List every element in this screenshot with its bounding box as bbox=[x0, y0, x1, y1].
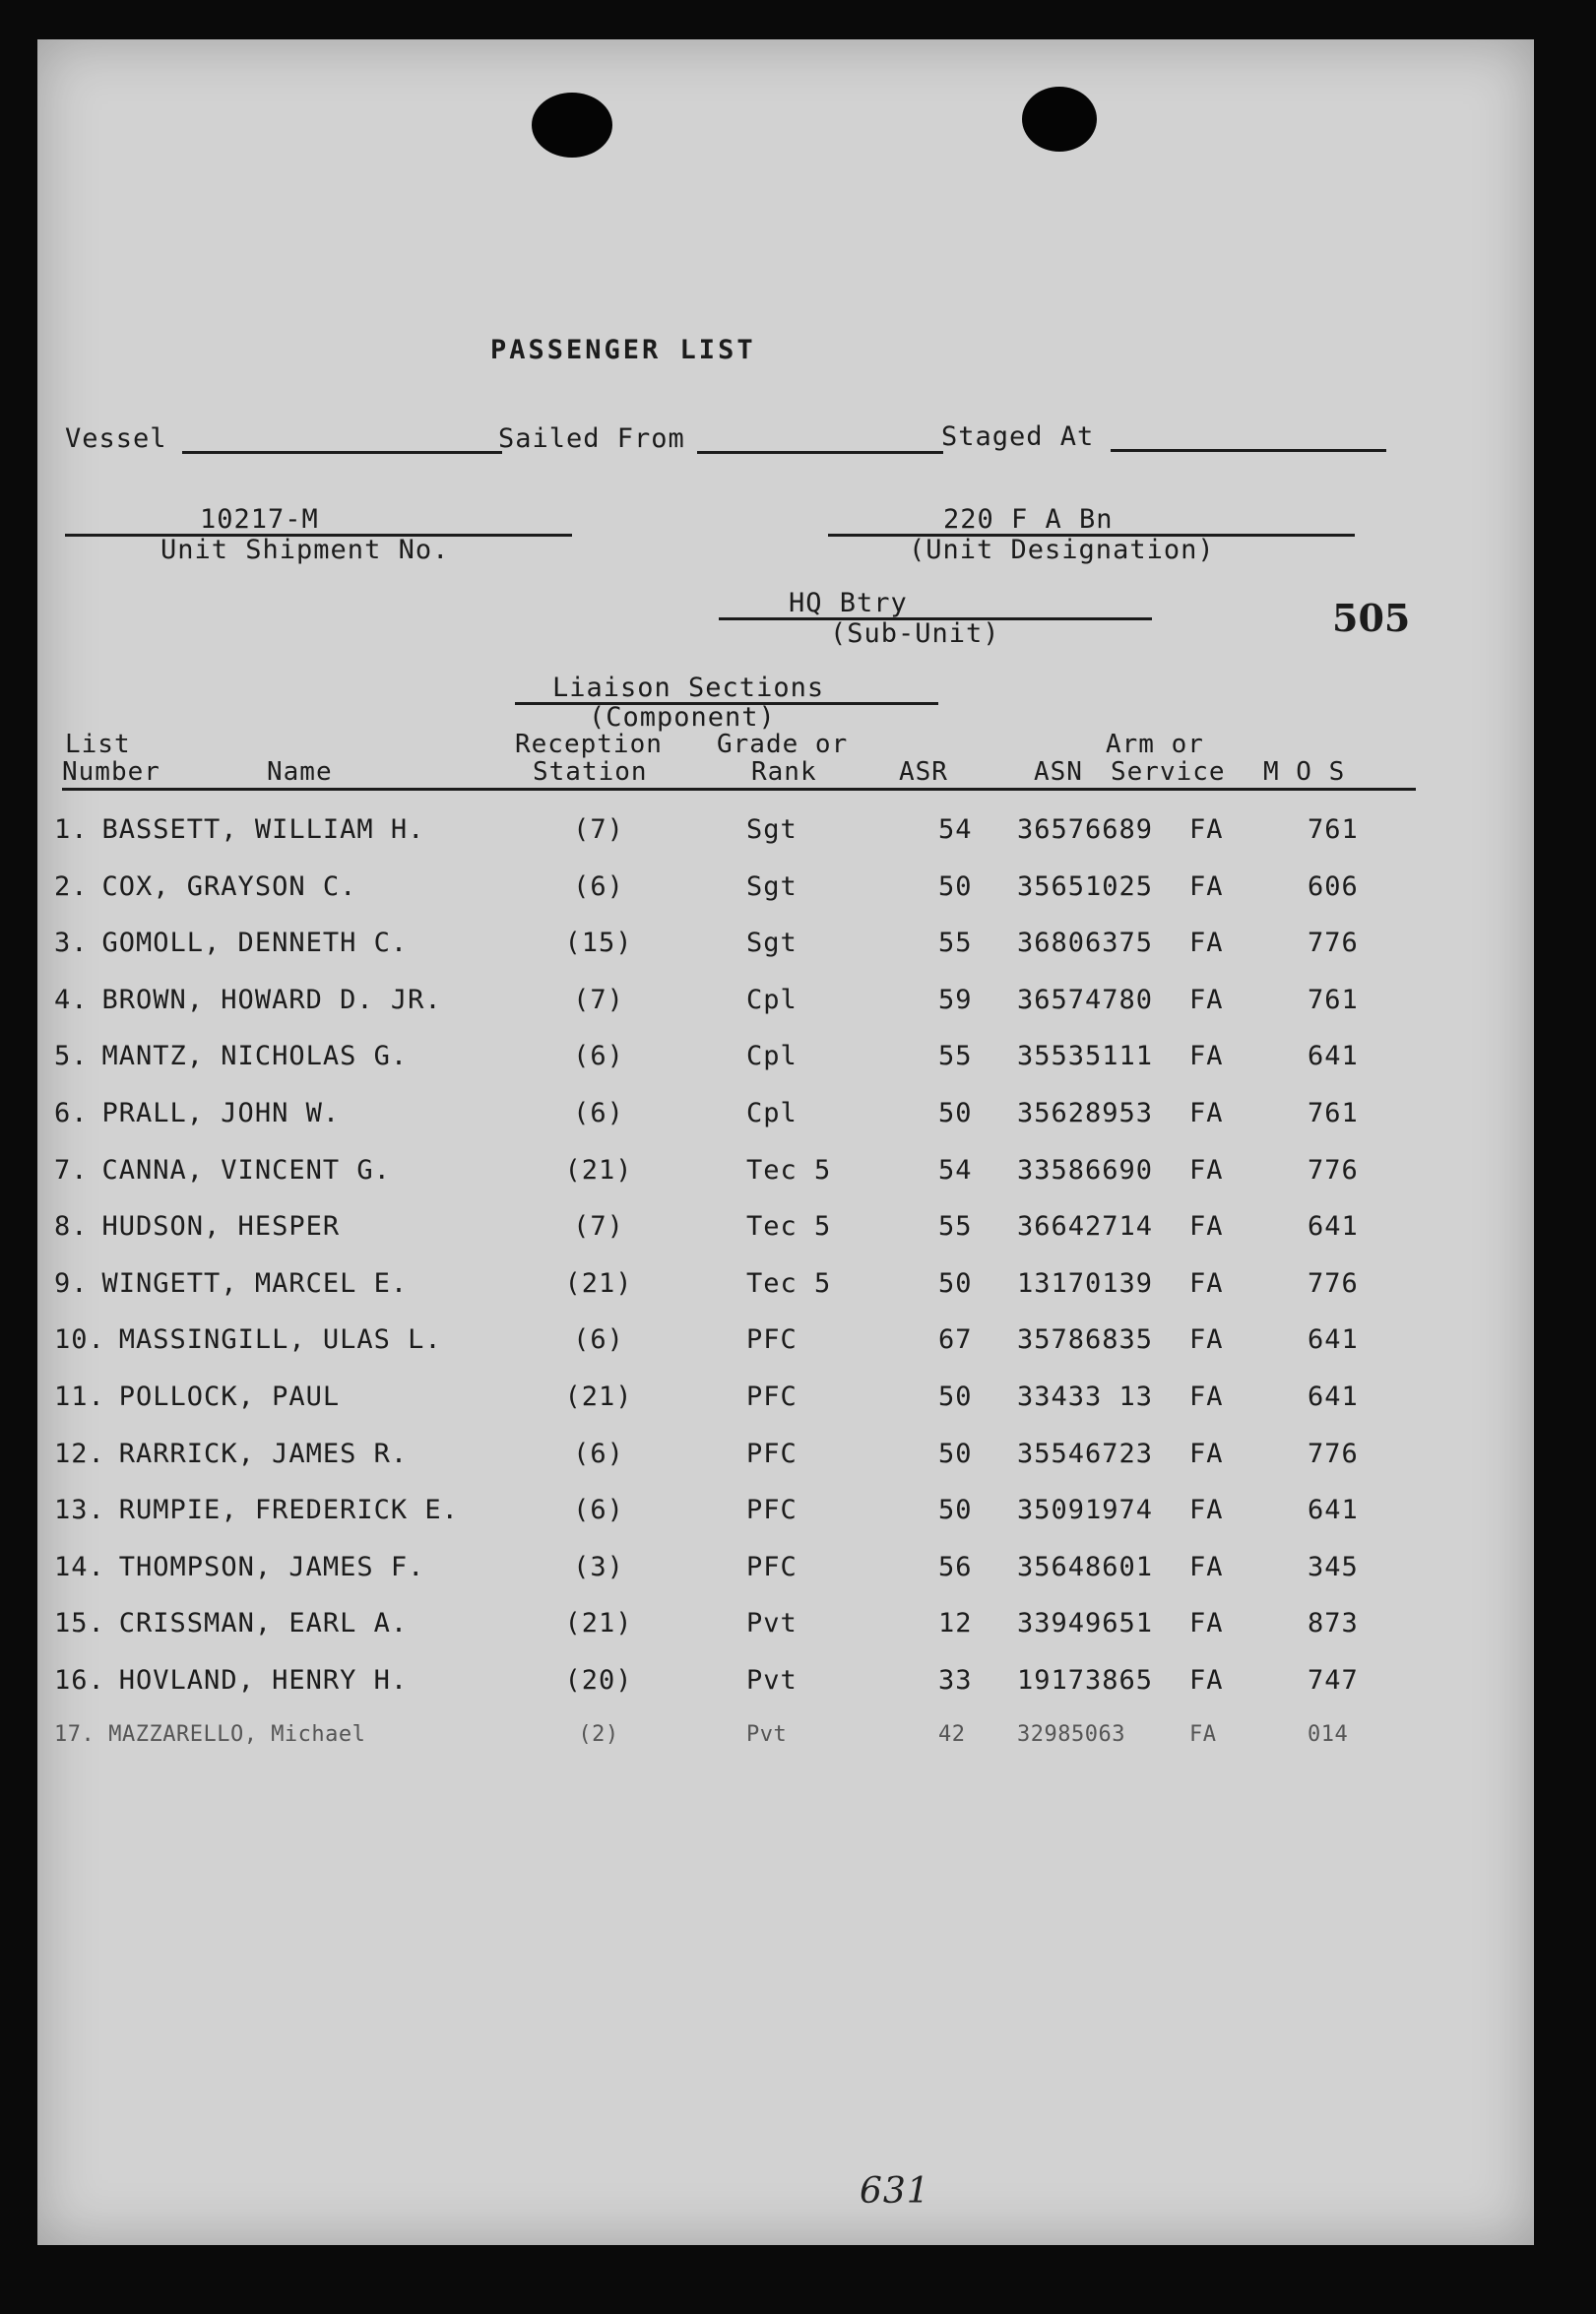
header-grade: Grade or bbox=[717, 730, 849, 759]
table-row bbox=[54, 1041, 1500, 1080]
asn-value: 32985063 bbox=[1017, 1721, 1125, 1747]
reception-station: (20) bbox=[564, 1665, 633, 1696]
asr-value: 50 bbox=[938, 1267, 973, 1299]
passenger-name: WINGETT, MARCEL E. bbox=[101, 1267, 409, 1299]
sub-unit: HQ Btry bbox=[789, 588, 908, 618]
arm-service: FA bbox=[1189, 1267, 1224, 1299]
list-number: 5. bbox=[54, 1041, 89, 1072]
mos-code: 014 bbox=[1308, 1721, 1349, 1747]
component-label: (Component) bbox=[589, 702, 776, 733]
list-number: 16. bbox=[54, 1665, 105, 1696]
asr-value: 42 bbox=[938, 1721, 966, 1747]
mos-code: 641 bbox=[1308, 1211, 1359, 1243]
mos-code: 761 bbox=[1308, 984, 1359, 1015]
grade-rank: Cpl bbox=[746, 1041, 798, 1072]
passenger-name: POLLOCK, PAUL bbox=[118, 1382, 341, 1412]
arm-service: FA bbox=[1189, 1098, 1224, 1128]
asr-value: 67 bbox=[938, 1324, 973, 1356]
table-row bbox=[54, 1098, 1500, 1137]
asr-value: 12 bbox=[938, 1608, 973, 1639]
arm-service: FA bbox=[1189, 1551, 1224, 1582]
mos-code: 641 bbox=[1308, 1382, 1359, 1412]
handwritten-page-number: 631 bbox=[860, 2171, 930, 2212]
unit-shipment-no: 10217-M bbox=[200, 504, 319, 535]
mos-code: 641 bbox=[1308, 1495, 1359, 1526]
header-service: Service bbox=[1111, 757, 1226, 787]
arm-service: FA bbox=[1189, 1495, 1224, 1526]
staged-at-line bbox=[1111, 449, 1386, 452]
asn-value: 35786835 bbox=[1017, 1324, 1154, 1356]
passenger-name: MASSINGILL, ULAS L. bbox=[118, 1324, 442, 1356]
mos-code: 776 bbox=[1308, 928, 1359, 959]
grade-rank: Tec 5 bbox=[746, 1267, 832, 1299]
asr-value: 50 bbox=[938, 1382, 973, 1412]
passenger-name: PRALL, JOHN W. bbox=[101, 1098, 341, 1128]
table-row bbox=[54, 1608, 1500, 1647]
passenger-name: THOMPSON, JAMES F. bbox=[118, 1551, 425, 1582]
arm-service: FA bbox=[1189, 1211, 1224, 1243]
header-mos: M O S bbox=[1263, 757, 1346, 787]
reception-station: (7) bbox=[573, 1211, 624, 1243]
passenger-name: GOMOLL, DENNETH C. bbox=[101, 928, 409, 959]
arm-service: FA bbox=[1189, 1382, 1224, 1412]
grade-rank: PFC bbox=[746, 1438, 798, 1469]
mos-code: 776 bbox=[1308, 1154, 1359, 1186]
reception-station: (21) bbox=[564, 1154, 633, 1186]
asr-value: 55 bbox=[938, 1211, 973, 1243]
header-name: Name bbox=[267, 757, 333, 787]
arm-service: FA bbox=[1189, 814, 1224, 845]
asr-value: 54 bbox=[938, 814, 973, 845]
asn-value: 35546723 bbox=[1017, 1438, 1154, 1469]
mos-code: 761 bbox=[1308, 814, 1359, 845]
reception-station: (7) bbox=[573, 814, 624, 845]
asr-value: 50 bbox=[938, 1438, 973, 1469]
reception-station: (21) bbox=[564, 1267, 633, 1299]
asr-value: 59 bbox=[938, 984, 973, 1015]
reception-station: (6) bbox=[573, 1495, 624, 1526]
grade-rank: Pvt bbox=[746, 1665, 798, 1696]
asn-value: 35535111 bbox=[1017, 1041, 1154, 1072]
grade-rank: Sgt bbox=[746, 928, 798, 959]
reception-station: (6) bbox=[573, 1438, 624, 1469]
asn-value: 36574780 bbox=[1017, 984, 1154, 1015]
asn-value: 33586690 bbox=[1017, 1154, 1154, 1186]
table-row bbox=[54, 984, 1500, 1024]
header-list: List bbox=[65, 730, 131, 759]
arm-service: FA bbox=[1189, 984, 1224, 1015]
list-number: 4. bbox=[54, 984, 89, 1015]
grade-rank: Tec 5 bbox=[746, 1154, 832, 1186]
list-number: 9. bbox=[54, 1267, 89, 1299]
header-reception: Reception bbox=[515, 730, 663, 759]
list-number: 13. bbox=[54, 1495, 105, 1526]
unit-designation-label: (Unit Designation) bbox=[909, 535, 1215, 565]
mos-code: 761 bbox=[1308, 1098, 1359, 1128]
table-row bbox=[54, 1267, 1500, 1308]
grade-rank: PFC bbox=[746, 1551, 798, 1582]
asr-value: 55 bbox=[938, 1041, 973, 1072]
header-number: Number bbox=[62, 757, 160, 787]
grade-rank: Sgt bbox=[746, 814, 798, 845]
reception-station: (21) bbox=[564, 1608, 633, 1639]
arm-service: FA bbox=[1189, 1438, 1224, 1469]
table-row bbox=[54, 1721, 1500, 1762]
asr-value: 54 bbox=[938, 1154, 973, 1186]
passenger-name: RUMPIE, FREDERICK E. bbox=[118, 1495, 459, 1526]
list-number: 10. bbox=[54, 1324, 105, 1356]
asr-value: 50 bbox=[938, 1098, 973, 1128]
reception-station: (6) bbox=[573, 1098, 624, 1128]
table-row bbox=[54, 1665, 1500, 1704]
sailed-from-line bbox=[697, 451, 943, 454]
passenger-name: CANNA, VINCENT G. bbox=[101, 1154, 391, 1186]
sub-unit-label: (Sub-Unit) bbox=[830, 618, 1000, 649]
header-rank: Rank bbox=[751, 757, 817, 787]
header-underline bbox=[62, 788, 1416, 791]
document-number: 505 bbox=[1332, 596, 1411, 640]
grade-rank: Pvt bbox=[746, 1608, 798, 1639]
asn-value: 35648601 bbox=[1017, 1551, 1154, 1582]
table-row bbox=[54, 1438, 1500, 1478]
passenger-name: HUDSON, HESPER bbox=[101, 1211, 341, 1243]
asr-value: 56 bbox=[938, 1551, 973, 1582]
table-row bbox=[54, 1382, 1500, 1421]
reception-station: (6) bbox=[573, 1041, 624, 1072]
header-station: Station bbox=[533, 757, 648, 787]
vessel-label: Vessel bbox=[65, 423, 167, 454]
list-number: 12. bbox=[54, 1438, 105, 1469]
unit-designation: 220 F A Bn bbox=[943, 504, 1114, 535]
reception-station: (7) bbox=[573, 984, 624, 1015]
passenger-name: BASSETT, WILLIAM H. bbox=[101, 814, 425, 845]
list-number: 1. bbox=[54, 814, 89, 845]
list-number: 17. bbox=[54, 1721, 96, 1747]
arm-service: FA bbox=[1189, 1665, 1224, 1696]
asn-value: 36576689 bbox=[1017, 814, 1154, 845]
component: Liaison Sections bbox=[552, 673, 825, 703]
reception-station: (3) bbox=[573, 1551, 624, 1582]
document-page bbox=[37, 39, 1534, 2245]
table-row bbox=[54, 1551, 1500, 1591]
mos-code: 747 bbox=[1308, 1665, 1359, 1696]
page-title: PASSENGER LIST bbox=[490, 335, 756, 365]
table-row bbox=[54, 1211, 1500, 1251]
grade-rank: Sgt bbox=[746, 870, 798, 902]
grade-rank: Tec 5 bbox=[746, 1211, 832, 1243]
arm-service: FA bbox=[1189, 870, 1224, 902]
mos-code: 345 bbox=[1308, 1551, 1359, 1582]
grade-rank: Pvt bbox=[746, 1721, 788, 1747]
reception-station: (15) bbox=[564, 928, 633, 959]
arm-service: FA bbox=[1189, 928, 1224, 959]
reception-station: (6) bbox=[573, 870, 624, 902]
arm-service: FA bbox=[1189, 1721, 1217, 1747]
list-number: 6. bbox=[54, 1098, 89, 1128]
asr-value: 55 bbox=[938, 928, 973, 959]
list-number: 15. bbox=[54, 1608, 105, 1639]
asn-value: 19173865 bbox=[1017, 1665, 1154, 1696]
asn-value: 35651025 bbox=[1017, 870, 1154, 902]
passenger-name: BROWN, HOWARD D. JR. bbox=[101, 984, 442, 1015]
passenger-name: MANTZ, NICHOLAS G. bbox=[101, 1041, 409, 1072]
mos-code: 776 bbox=[1308, 1267, 1359, 1299]
table-row bbox=[54, 1324, 1500, 1364]
asr-value: 50 bbox=[938, 1495, 973, 1526]
list-number: 14. bbox=[54, 1551, 105, 1582]
table-row bbox=[54, 814, 1500, 854]
asn-value: 35091974 bbox=[1017, 1495, 1154, 1526]
punch-hole bbox=[1022, 87, 1097, 152]
list-number: 11. bbox=[54, 1382, 105, 1412]
list-number: 7. bbox=[54, 1154, 89, 1186]
arm-service: FA bbox=[1189, 1041, 1224, 1072]
list-number: 8. bbox=[54, 1211, 89, 1243]
header-asn: ASN bbox=[1034, 757, 1083, 787]
reception-station: (2) bbox=[578, 1721, 619, 1747]
asn-value: 33949651 bbox=[1017, 1608, 1154, 1639]
passenger-name: RARRICK, JAMES R. bbox=[118, 1438, 409, 1469]
table-row bbox=[54, 1154, 1500, 1194]
list-number: 2. bbox=[54, 870, 89, 902]
arm-service: FA bbox=[1189, 1324, 1224, 1356]
asn-value: 36806375 bbox=[1017, 928, 1154, 959]
asn-value: 33433 13 bbox=[1017, 1382, 1154, 1412]
asn-value: 36642714 bbox=[1017, 1211, 1154, 1243]
table-row bbox=[54, 928, 1500, 967]
asr-value: 50 bbox=[938, 870, 973, 902]
mos-code: 606 bbox=[1308, 870, 1359, 902]
passenger-name: CRISSMAN, EARL A. bbox=[118, 1608, 409, 1639]
vessel-line bbox=[182, 451, 502, 454]
grade-rank: PFC bbox=[746, 1495, 798, 1526]
sailed-from-label: Sailed From bbox=[498, 423, 685, 454]
staged-at-label: Staged At bbox=[941, 421, 1095, 452]
grade-rank: Cpl bbox=[746, 984, 798, 1015]
header-asr: ASR bbox=[899, 757, 948, 787]
table-row bbox=[54, 870, 1500, 911]
reception-station: (21) bbox=[564, 1382, 633, 1412]
grade-rank: PFC bbox=[746, 1382, 798, 1412]
asn-value: 35628953 bbox=[1017, 1098, 1154, 1128]
mos-code: 776 bbox=[1308, 1438, 1359, 1469]
mos-code: 641 bbox=[1308, 1324, 1359, 1356]
mos-code: 873 bbox=[1308, 1608, 1359, 1639]
grade-rank: Cpl bbox=[746, 1098, 798, 1128]
passenger-name: MAZZARELLO, Michael bbox=[108, 1721, 366, 1747]
arm-service: FA bbox=[1189, 1154, 1224, 1186]
header-arm: Arm or bbox=[1106, 730, 1204, 759]
punch-hole bbox=[532, 93, 612, 158]
passenger-name: HOVLAND, HENRY H. bbox=[118, 1665, 409, 1696]
passenger-name: COX, GRAYSON C. bbox=[101, 870, 357, 902]
asr-value: 33 bbox=[938, 1665, 973, 1696]
reception-station: (6) bbox=[573, 1324, 624, 1356]
mos-code: 641 bbox=[1308, 1041, 1359, 1072]
asn-value: 13170139 bbox=[1017, 1267, 1154, 1299]
grade-rank: PFC bbox=[746, 1324, 798, 1356]
unit-shipment-label: Unit Shipment No. bbox=[160, 535, 450, 565]
table-row bbox=[54, 1495, 1500, 1534]
list-number: 3. bbox=[54, 928, 89, 959]
arm-service: FA bbox=[1189, 1608, 1224, 1639]
